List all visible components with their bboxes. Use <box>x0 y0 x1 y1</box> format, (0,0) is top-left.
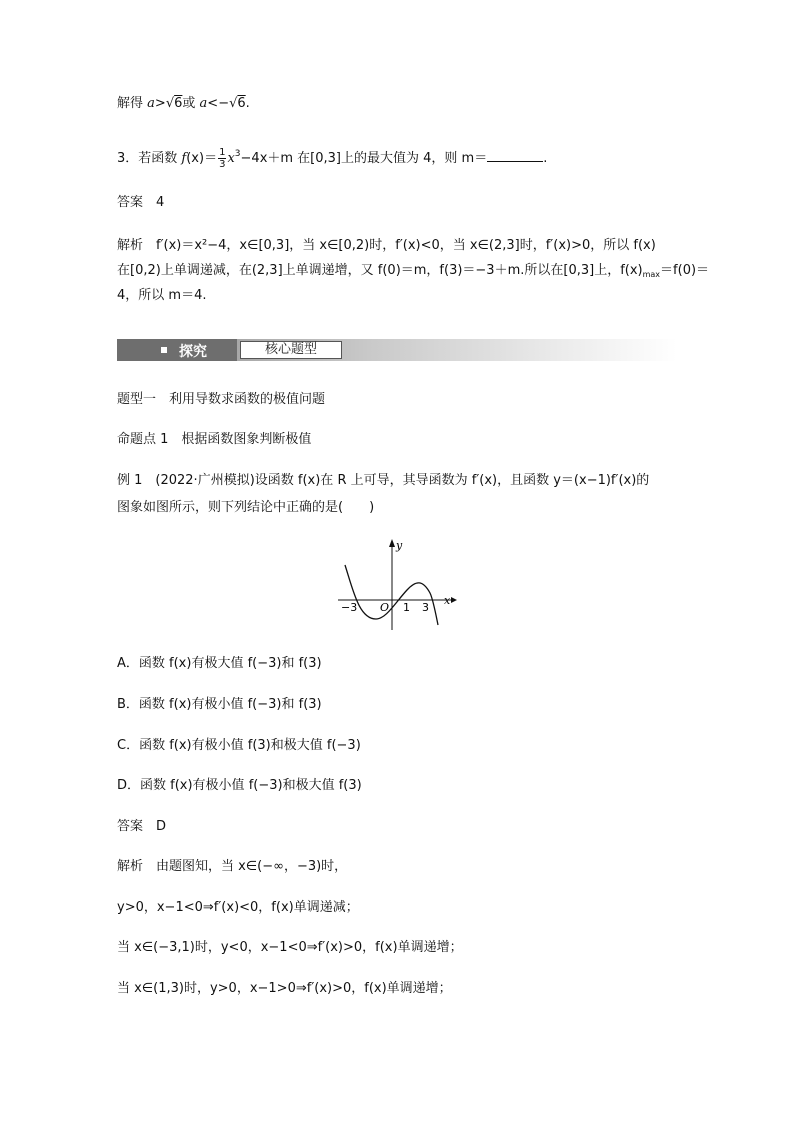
var: a <box>147 96 155 111</box>
sqrt-sign: √ <box>165 96 175 111</box>
y-axis-label: y <box>396 539 403 552</box>
fraction <box>218 147 226 170</box>
text: ＝ <box>204 151 218 166</box>
function-graph <box>333 535 463 635</box>
subscript: max <box>642 270 661 279</box>
option-c: C．函数 f(x)有极小值 f(3)和极大值 f(−3) <box>117 738 361 753</box>
solution-ex1-line-2: y>0，x−1<0⇒f′(x)<0，f(x)单调递减； <box>117 900 359 915</box>
denominator: 3 <box>219 159 226 170</box>
solution-3-line-3: 4，所以 m＝4. <box>117 288 207 303</box>
func: f <box>181 151 187 166</box>
var: a <box>199 96 208 111</box>
banner-subtitle: 核心题型 <box>240 341 342 359</box>
answer-blank <box>487 149 543 162</box>
numerator: 1 <box>219 147 226 158</box>
banner-dark-block <box>117 339 237 361</box>
answer-ex1: 答案 D <box>117 819 167 834</box>
text: . <box>245 96 250 111</box>
point-heading: 命题点 1 根据函数图象判断极值 <box>117 432 312 447</box>
solution-ex1-line-3: 当 x∈(−3,1)时，y<0，x−1<0⇒f′(x)>0，f(x)单调递增； <box>117 940 463 955</box>
tick-label-neg3: −3 <box>341 601 358 614</box>
solution-ex1-line-4: 当 x∈(1,3)时，y>0，x−1>0⇒f′(x)>0，f(x)单调递增； <box>117 981 452 996</box>
exponent: 3 <box>234 149 241 159</box>
question-3 <box>117 144 547 170</box>
radicand: 6 <box>174 96 183 111</box>
banner-title: 探究 <box>179 344 207 360</box>
text: 或 <box>182 96 200 111</box>
text: ＝f(0)＝ <box>660 263 710 278</box>
square-bullet-icon <box>161 347 167 353</box>
text: 3．若函数 <box>117 151 182 166</box>
option-a: A．函数 f(x)有极大值 f(−3)和 f(3) <box>117 656 322 671</box>
text: <− <box>207 96 230 111</box>
text: > <box>154 96 166 111</box>
tick-label-1: 1 <box>403 601 410 614</box>
solution-line-prev <box>117 94 250 114</box>
option-b: B．函数 f(x)有极小值 f(−3)和 f(3) <box>117 697 322 712</box>
text: 解得 <box>117 96 148 111</box>
answer-3: 答案 4 <box>117 195 165 210</box>
solution-3-line-2 <box>117 261 709 285</box>
origin-label: O <box>380 601 390 614</box>
text: 在[0,2)上单调递减，在(2,3]上单调递增，又 f(0)＝m，f(3)＝−3＋m.所以在[0,3]上，f(x) <box>117 263 643 278</box>
tick-label-3: 3 <box>422 601 429 614</box>
var: x <box>227 151 235 166</box>
example-1-line-1: 例 1 (2022·广州模拟)设函数 f(x)在 R 上可导，其导函数为 f′(x)，且函数 y＝(x−1)f′(x)的 <box>117 473 650 488</box>
example-1-line-2: 图象如图所示，则下列结论中正确的是( ) <box>117 500 375 515</box>
text: . <box>543 151 548 166</box>
text: −4x＋m 在[0,3]上的最大值为 4，则 m＝ <box>240 151 488 166</box>
text: (x) <box>186 151 205 166</box>
section-banner <box>117 339 677 361</box>
solution-ex1-line-1: 解析 由题图知，当 x∈(−∞，−3)时， <box>117 859 348 874</box>
sqrt-sign: √ <box>229 96 238 111</box>
option-d: D．函数 f(x)有极小值 f(−3)和极大值 f(3) <box>117 778 362 793</box>
solution-3-line-1: 解析 f′(x)＝x²−4，x∈[0,3]，当 x∈[0,2)时，f′(x)<0，当 x∈(2,3]时，f′(x)>0，所以 f(x) <box>117 238 656 253</box>
radicand: 6 <box>237 96 246 111</box>
type-heading: 题型一 利用导数求函数的极值问题 <box>117 392 326 407</box>
x-axis-label: x <box>444 594 451 607</box>
